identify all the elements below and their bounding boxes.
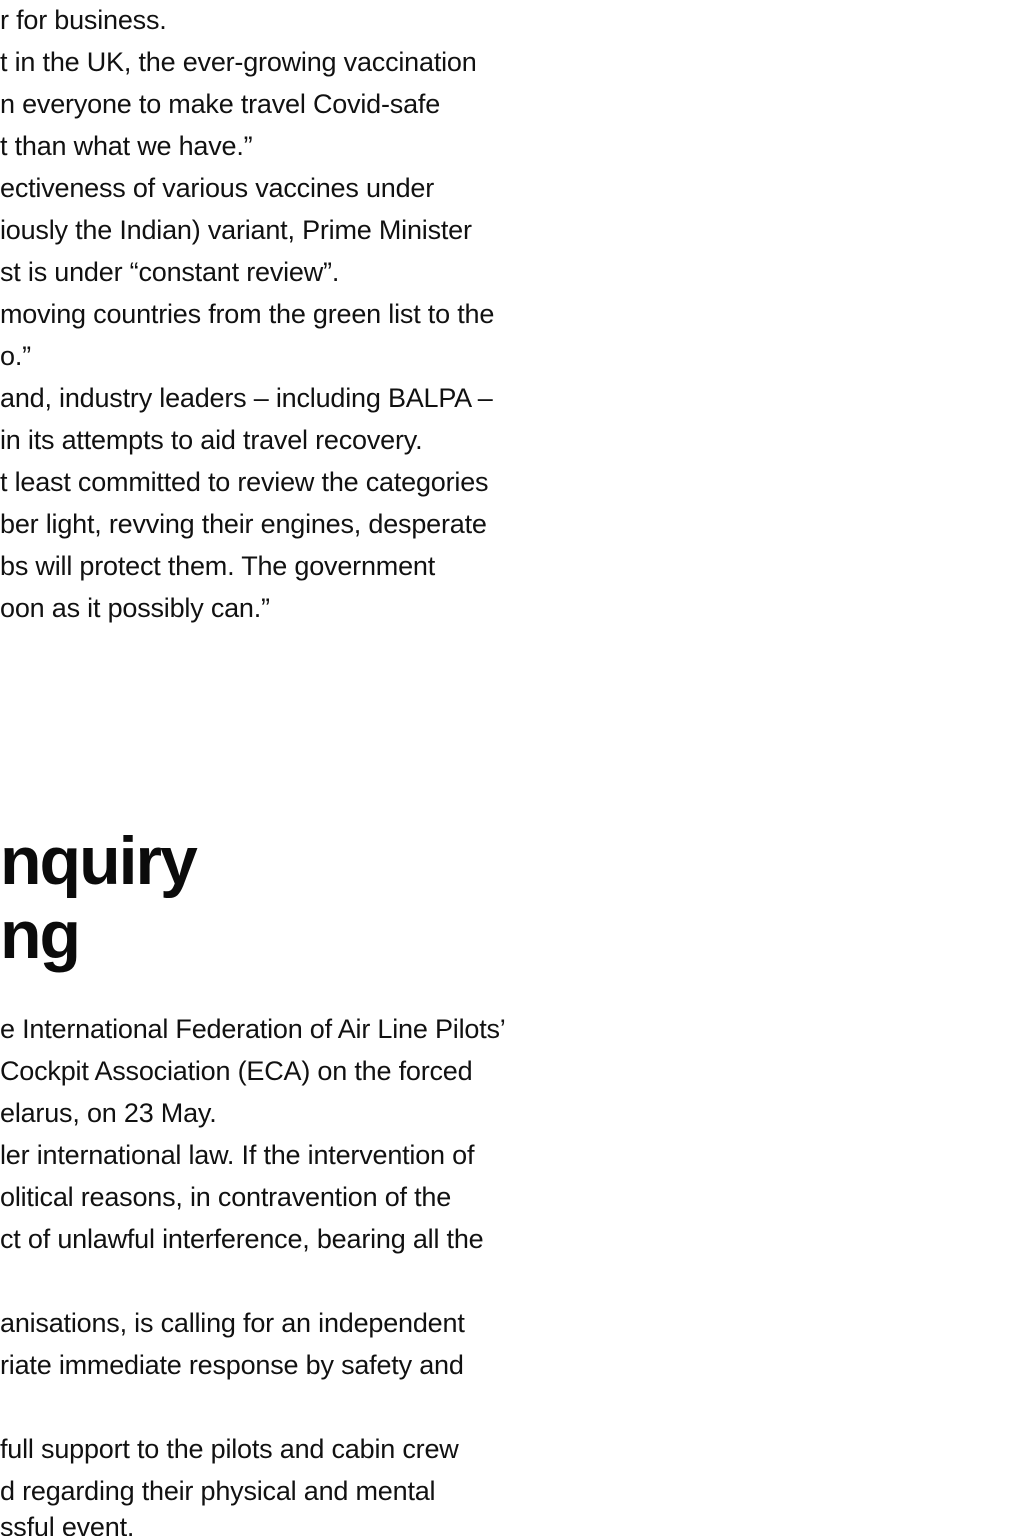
body-line: bs will protect them. The government <box>0 551 436 581</box>
body-line: r for business. <box>0 5 167 35</box>
body-line: anisations, is calling for an independent <box>0 1308 465 1338</box>
heading-line: nquiry <box>0 823 196 899</box>
body-line: ler international law. If the intervention of <box>0 1140 475 1170</box>
body-line: iously the Indian) variant, Prime Minister <box>0 215 472 245</box>
body-line: t in the UK, the ever-growing vaccination <box>0 47 477 77</box>
body-line: riate immediate response by safety and <box>0 1350 464 1380</box>
body-line: d regarding their physical and mental <box>0 1476 436 1506</box>
body-line: ssful event. <box>0 1512 135 1536</box>
body-line: ct of unlawful interference, bearing all the <box>0 1224 484 1254</box>
body-line: st is under “constant review”. <box>0 257 340 287</box>
body-line: Cockpit Association (ECA) on the forced <box>0 1056 473 1086</box>
body-line: o.” <box>0 341 31 371</box>
body-line: e International Federation of Air Line Pilots’ <box>0 1014 506 1044</box>
body-line: ber light, revving their engines, desperate <box>0 509 487 539</box>
body-line: t than what we have.” <box>0 131 253 161</box>
heading-line: ng <box>0 897 80 973</box>
body-line: n everyone to make travel Covid-safe <box>0 89 441 119</box>
body-line: oon as it possibly can.” <box>0 593 270 623</box>
body-line: and, industry leaders – including BALPA – <box>0 383 493 413</box>
body-line: moving countries from the green list to the <box>0 299 495 329</box>
body-line: in its attempts to aid travel recovery. <box>0 425 423 455</box>
body-line: elarus, on 23 May. <box>0 1098 217 1128</box>
body-line: olitical reasons, in contravention of the <box>0 1182 452 1212</box>
body-line: ectiveness of various vaccines under <box>0 173 435 203</box>
body-line: full support to the pilots and cabin crew <box>0 1434 459 1464</box>
body-line: t least committed to review the categories <box>0 467 489 497</box>
